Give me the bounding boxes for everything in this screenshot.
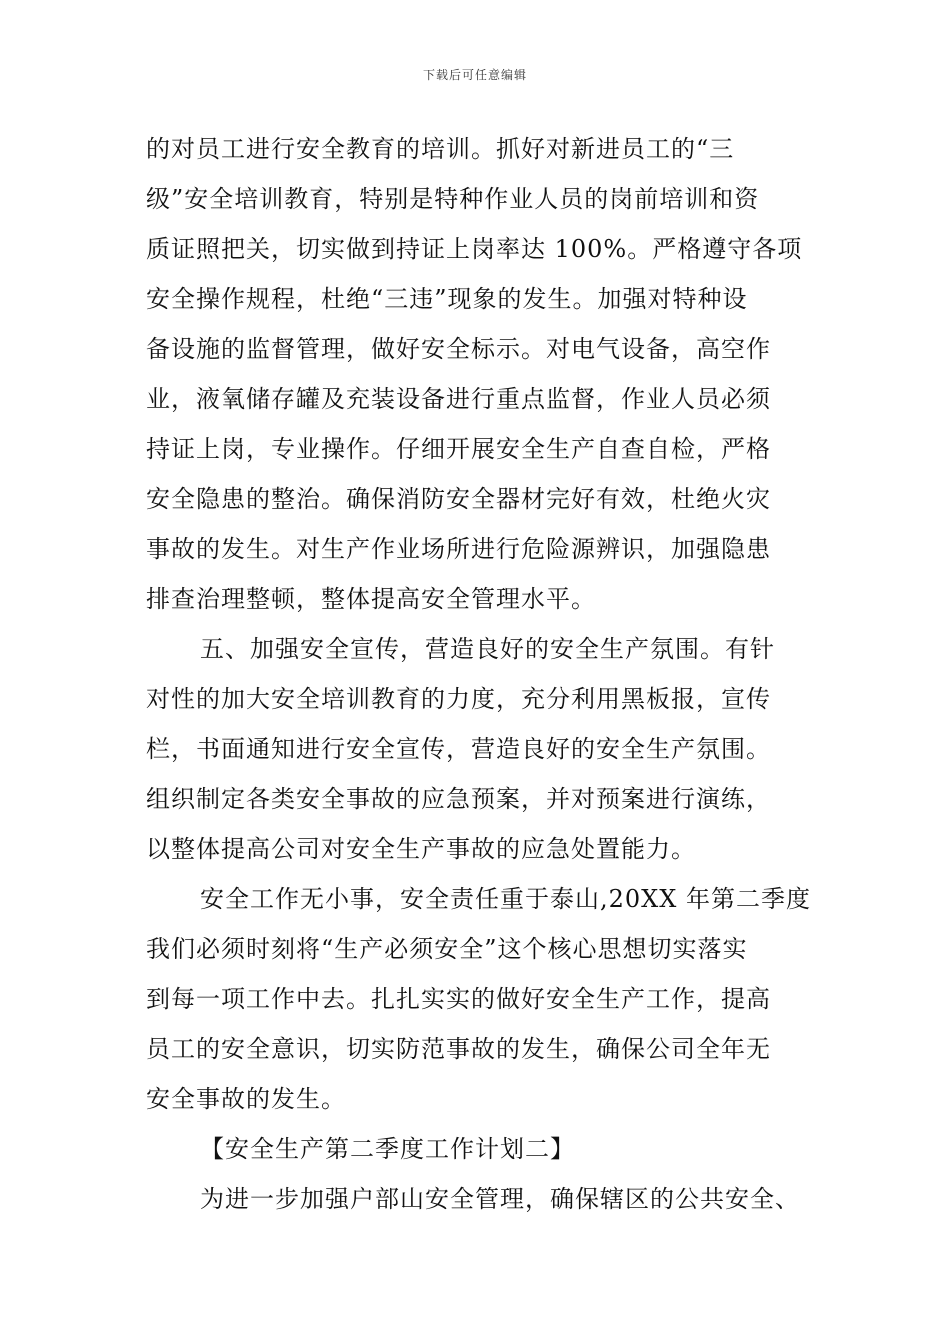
- document-body: [146, 124, 811, 1224]
- text-line: 组织制定各类安全事故的应急预案，并对预案进行演练，: [146, 785, 771, 813]
- text-line: 安全事故的发生。: [146, 1085, 346, 1113]
- text-line: 以整体提高公司对安全生产事故的应急处置能力。: [146, 835, 696, 863]
- text-line: 为进一步加强户部山安全管理，确保辖区的公共安全、: [200, 1185, 800, 1213]
- text-line: 的对员工进行安全教育的培训。抓好对新进员工的“三: [146, 135, 735, 163]
- section-heading: 【安全生产第二季度工作计划二】: [200, 1135, 575, 1163]
- text-line: 五、加强安全宣传，营造良好的安全生产氛围。有针: [200, 635, 775, 663]
- text-line: 级”安全培训教育，特别是特种作业人员的岗前培训和资: [146, 185, 760, 213]
- text-line: 对性的加大安全培训教育的力度，充分利用黑板报，宣传: [146, 685, 771, 713]
- page-header: 下载后可任意编辑: [422, 68, 527, 82]
- text-line: 安全工作无小事，安全责任重于泰山,20XX 年第二季度: [200, 885, 811, 913]
- text-line: 我们必须时刻将“生产必须安全”这个核心思想切实落实: [146, 935, 748, 963]
- text-line: 安全隐患的整治。确保消防安全器材完好有效，杜绝火灾: [146, 485, 771, 513]
- text-line: 员工的安全意识，切实防范事故的发生，确保公司全年无: [146, 1035, 771, 1063]
- text-line: 备设施的监督管理，做好安全标示。对电气设备，高空作: [146, 335, 771, 363]
- text-line: 到每一项工作中去。扎扎实实的做好安全生产工作，提高: [146, 985, 771, 1013]
- text-line: 持证上岗，专业操作。仔细开展安全生产自查自检，严格: [146, 435, 771, 463]
- text-line: 栏，书面通知进行安全宣传，营造良好的安全生产氛围。: [146, 735, 771, 763]
- text-line: 质证照把关，切实做到持证上岗率达 100%。严格遵守各项: [146, 235, 803, 263]
- text-line: 排查治理整顿，整体提高安全管理水平。: [146, 585, 596, 613]
- text-line: 事故的发生。对生产作业场所进行危险源辨识，加强隐患: [146, 535, 771, 563]
- text-line: 业，液氧储存罐及充装设备进行重点监督，作业人员必须: [146, 385, 771, 413]
- text-line: 安全操作规程，杜绝“三违”现象的发生。加强对特种设: [146, 285, 748, 313]
